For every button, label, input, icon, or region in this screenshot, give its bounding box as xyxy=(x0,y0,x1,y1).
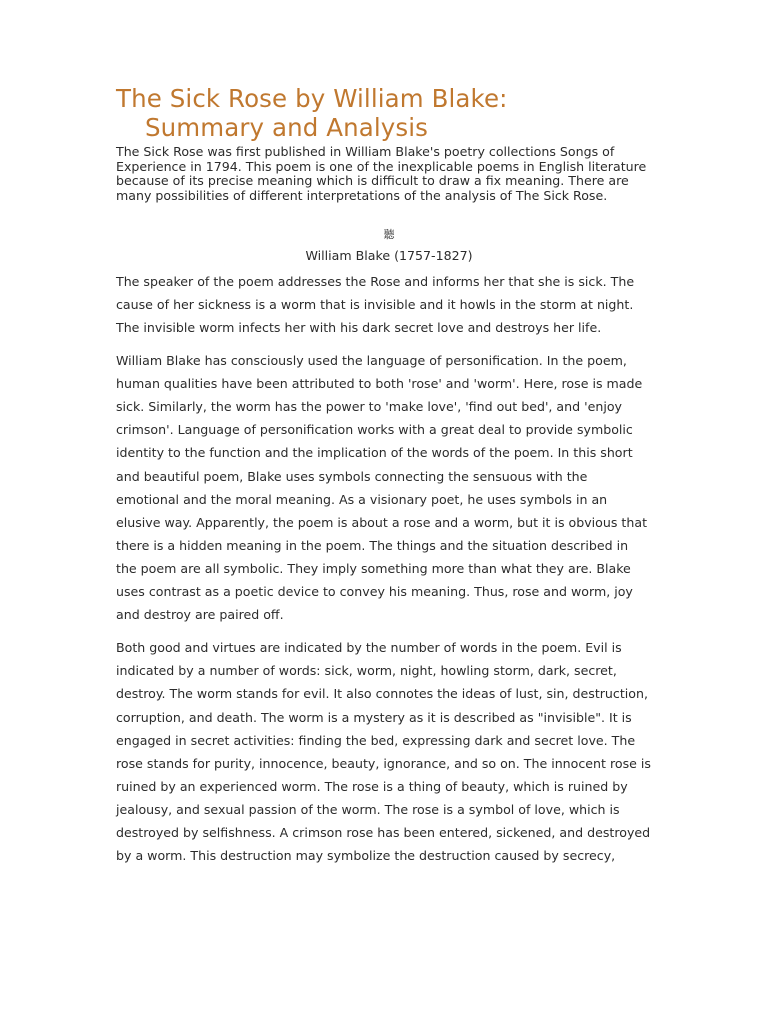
body-text xyxy=(116,270,652,867)
image-placeholder-glyph: 聽 xyxy=(383,227,395,241)
body-paragraph-2: William Blake has consciously used the language of personification. In the poem, human qualities have been attributed to both 'rose' and 'worm'. Here, rose is made sick. Similarly, the worm has the power to 'make love', 'find out bed', and 'enjoy crimson'. Language of personification works with a great deal to provide symbolic identity to the function and the implication of the words of the poem. In this short and beautiful poem, Blake uses symbols connecting the sensuous with the emotional and the moral meaning. As a visionary poet, he uses symbols in an elusive way. Apparently, the poem is about a rose and a worm, but it is obvious that there is a hidden meaning in the poem. The things and the situation described in the poem are all symbolic. They imply something more than what they are. Blake uses contrast as a poetic device to convey his meaning. Thus, rose and worm, joy and destroy are paired off. xyxy=(116,353,648,623)
document-page xyxy=(116,84,652,877)
page-title xyxy=(116,84,652,142)
intro-paragraph: The Sick Rose was first published in William Blake's poetry collections Songs of Experience in 1794. This poem is one of the inexplicable poems in English literature because of its precise meaning which is difficult to draw a fix meaning. There are many possibilities of different interpretations of the analysis of The Sick Rose. xyxy=(116,144,647,204)
title-line-2: Summary and Analysis xyxy=(145,113,429,142)
image-caption: William Blake (1757-1827) xyxy=(305,247,473,263)
title-line-1: The Sick Rose by William Blake: xyxy=(116,84,508,113)
body-paragraph-3: Both good and virtues are indicated by the number of words in the poem. Evil is indicated by a number of words: sick, worm, night, howling storm, dark, secret, destroy. The worm stands for evil. It also connotes the ideas of lust, sin, destruction, corruption, and death. The worm is a mystery as it is described as "invisible". It is engaged in secret activities: finding the bed, expressing dark and secret love. The rose stands for purity, innocence, beauty, ignorance, and so on. The innocent rose is ruined by an experienced worm. The rose is a thing of beauty, which is ruined by jealousy, and sexual passion of the worm. The rose is a symbol of love, which is destroyed by selfishness. A crimson rose has been entered, sickened, and destroyed by a worm. This destruction may symbolize the destruction caused by secrecy, xyxy=(116,640,651,864)
body-paragraph-1: The speaker of the poem addresses the Rose and informs her that she is sick. The cause of her sickness is a worm that is invisible and it howls in the storm at night. The invisible worm infects her with his dark secret love and destroys her life. xyxy=(116,273,635,335)
